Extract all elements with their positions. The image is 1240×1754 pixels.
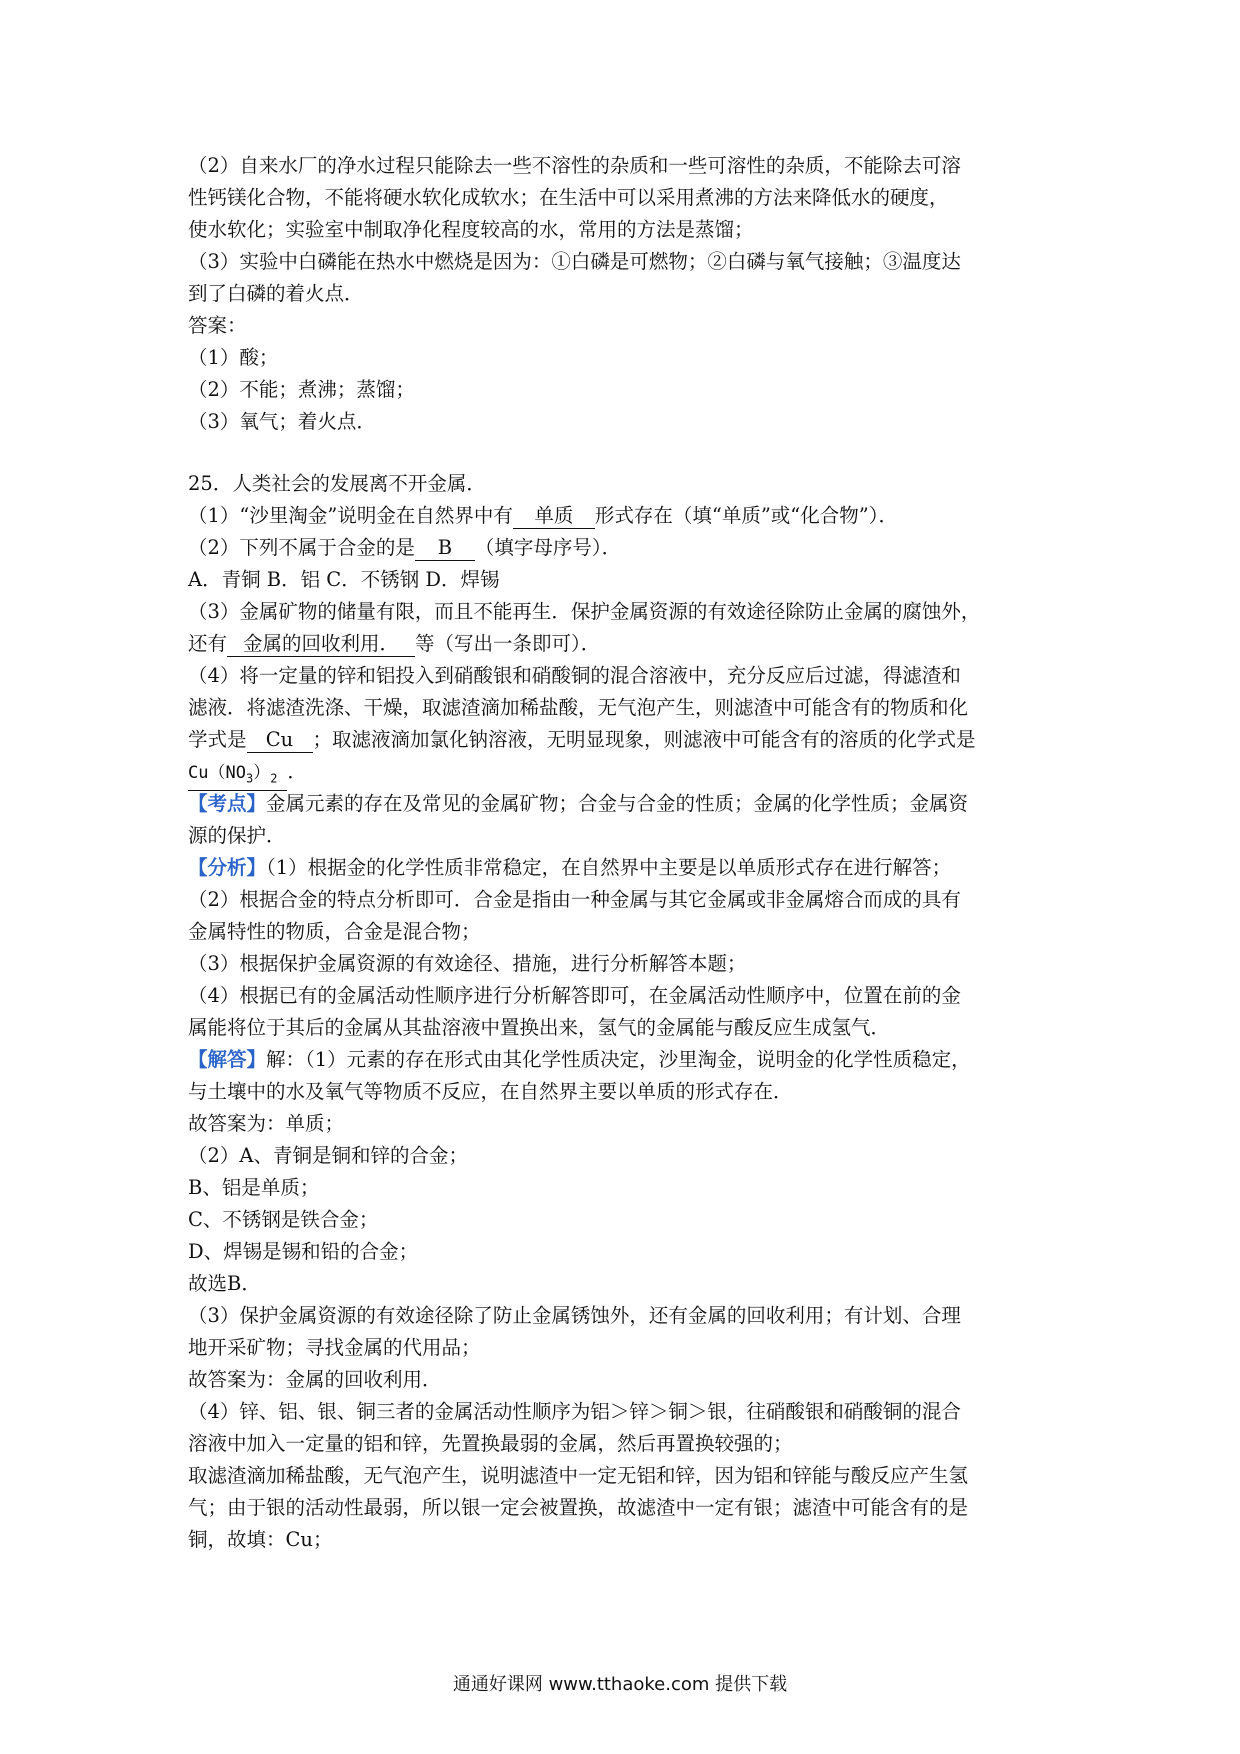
text-line: D、焊锡是锡和铅的合金； bbox=[188, 1240, 419, 1263]
text-line: 滤液．将滤渣洗涤、干燥，取滤渣滴加稀盐酸，无气泡产生，则滤渣中可能含有的物质和化 bbox=[188, 696, 969, 719]
part-text: ． bbox=[287, 760, 307, 783]
text-line: （2）A、青铜是铜和锌的合金； bbox=[188, 1144, 468, 1167]
text-line: 气；由于银的活动性最弱，所以银一定会被置换，故滤渣中一定有银；滤渣中可能含有的是 bbox=[188, 1496, 969, 1519]
part-text: 金属元素的存在及常见的金属矿物；合金与合金的性质；金属的化学性质；金属资 bbox=[266, 792, 969, 815]
question-part-1 bbox=[188, 500, 1068, 532]
text-line: 地开采矿物；寻找金属的代用品； bbox=[188, 1336, 481, 1359]
formula: ） bbox=[253, 763, 271, 783]
answer-label: 答案： bbox=[188, 314, 247, 337]
formula-subscript: 3 bbox=[245, 771, 254, 786]
text-line: （3）实验中白磷能在热水中燃烧是因为：①白磷是可燃物；②白磷与氧气接触；③温度达 bbox=[188, 250, 961, 273]
options-line: A．青铜 B．铝 C．不锈钢 D．焊锡 bbox=[188, 568, 500, 591]
text-line: （2）根据合金的特点分析即可．合金是指由一种金属与其它金属或非金属熔合而成的具有 bbox=[188, 888, 961, 911]
answer-blank: Cu bbox=[247, 728, 313, 753]
answer-blank: 金属的回收利用． bbox=[227, 632, 415, 657]
text-line: （3）根据保护金属资源的有效途径、措施，进行分析解答本题； bbox=[188, 952, 747, 975]
formula-subscript: 2 bbox=[270, 771, 278, 786]
answer-line: （2）不能；煮沸；蒸馏； bbox=[188, 378, 415, 401]
text-line: 与土壤中的水及氧气等物质不反应，在自然界主要以单质的形式存在． bbox=[188, 1080, 793, 1103]
part-text: 解：（1）元素的存在形式由其化学性质决定，沙里淘金，说明金的化学性质稳定， bbox=[266, 1048, 971, 1071]
text-line: 源的保护． bbox=[188, 824, 286, 847]
formula: Cu（NO bbox=[188, 763, 246, 783]
fenxi-tag: 【分析】 bbox=[188, 856, 267, 879]
text-line: （3）保护金属资源的有效途径除了防止金属锈蚀外，还有金属的回收利用；有计划、合理 bbox=[188, 1304, 961, 1327]
text-line: 故答案为：单质； bbox=[188, 1112, 345, 1135]
answer-blank bbox=[188, 761, 287, 791]
text-line: 取滤渣滴加稀盐酸，无气泡产生，说明滤渣中一定无铝和锌，因为铝和锌能与酸反应产生氢 bbox=[188, 1464, 969, 1487]
text-line bbox=[188, 756, 1068, 788]
kaodian-tag: 【考点】 bbox=[188, 792, 267, 815]
text-line: 故答案为：金属的回收利用． bbox=[188, 1368, 442, 1391]
part-text: 等（写出一条即可）． bbox=[415, 632, 601, 655]
text-line bbox=[188, 1044, 1068, 1076]
text-line bbox=[188, 788, 1068, 820]
text-line: 到了白磷的着火点． bbox=[188, 282, 364, 305]
part-text: （填字母序号）． bbox=[474, 536, 622, 559]
part-text: ；取滤液滴加氯化钠溶液，无明显现象，则滤液中可能含有的溶质的化学式是 bbox=[312, 728, 976, 751]
question-part-2 bbox=[188, 532, 1068, 564]
text-line: （4）锌、铝、银、铜三者的金属活动性顺序为铝＞锌＞铜＞银，往硝酸银和硝酸铜的混合 bbox=[188, 1400, 961, 1423]
question-part-3-cont bbox=[188, 628, 1068, 660]
text-line: 溶液中加入一定量的铝和锌，先置换最弱的金属，然后再置换较强的； bbox=[188, 1432, 793, 1455]
text-line: 金属特性的物质，合金是混合物； bbox=[188, 920, 481, 943]
answer-line: （1）酸； bbox=[188, 346, 279, 369]
part-text: （1）根据金的化学性质非常稳定，在自然界中主要是以单质形式存在进行解答； bbox=[266, 856, 952, 879]
part-text: 学式是 bbox=[188, 728, 247, 751]
text-line: 属能将位于其后的金属从其盐溶液中置换出来，氢气的金属能与酸反应生成氢气． bbox=[188, 1016, 891, 1039]
text-line: C、不锈钢是铁合金； bbox=[188, 1208, 379, 1231]
text-line: 使水软化；实验室中制取净化程度较高的水，常用的方法是蒸馏； bbox=[188, 218, 754, 241]
fenxi-section bbox=[188, 852, 1068, 1044]
text-line bbox=[188, 724, 1068, 756]
text-line: （4）根据已有的金属活动性顺序进行分析解答即可，在金属活动性顺序中，位置在前的金 bbox=[188, 984, 961, 1007]
jieda-section bbox=[188, 1044, 1068, 1556]
question-25 bbox=[188, 468, 1068, 788]
part-text: 形式存在（填“单质”或“化合物”）． bbox=[594, 504, 898, 527]
question-part-3: （3）金属矿物的储量有限，而且不能再生．保护金属资源的有效途径除防止金属的腐蚀外， bbox=[188, 600, 981, 623]
text-line bbox=[188, 852, 1068, 884]
text-line: B、铝是单质； bbox=[188, 1176, 320, 1199]
text-line: （2）自来水厂的净水过程只能除去一些不溶性的杂质和一些可溶性的杂质，不能除去可溶 bbox=[188, 154, 961, 177]
question-part-4: （4）将一定量的锌和铝投入到硝酸银和硝酸铜的混合溶液中，充分反应后过滤，得滤渣和 bbox=[188, 664, 961, 687]
text-line: 故选B． bbox=[188, 1272, 261, 1295]
text-line: 铜，故填：Cu； bbox=[188, 1528, 333, 1551]
answer-blank: 单质 bbox=[513, 504, 595, 529]
part-text: （1）“沙里淘金”说明金在自然界中有 bbox=[188, 504, 513, 527]
previous-analysis bbox=[188, 150, 1068, 438]
part-text: 还有 bbox=[188, 632, 228, 655]
text-line: 性钙镁化合物，不能将硬水软化成软水；在生活中可以采用煮沸的方法来降低水的硬度， bbox=[188, 186, 949, 209]
document-body bbox=[188, 150, 1068, 1556]
part-text: （2）下列不属于合金的是 bbox=[188, 536, 415, 559]
page-footer: 通通好课网 www.tthaoke.com 提供下载 bbox=[452, 1674, 788, 1695]
answer-blank: B bbox=[415, 536, 475, 561]
kaodian-section bbox=[188, 788, 1068, 852]
jieda-tag: 【解答】 bbox=[188, 1048, 267, 1071]
question-stem: 25．人类社会的发展离不开金属． bbox=[188, 472, 486, 495]
answer-line: （3）氧气；着火点． bbox=[188, 410, 376, 433]
